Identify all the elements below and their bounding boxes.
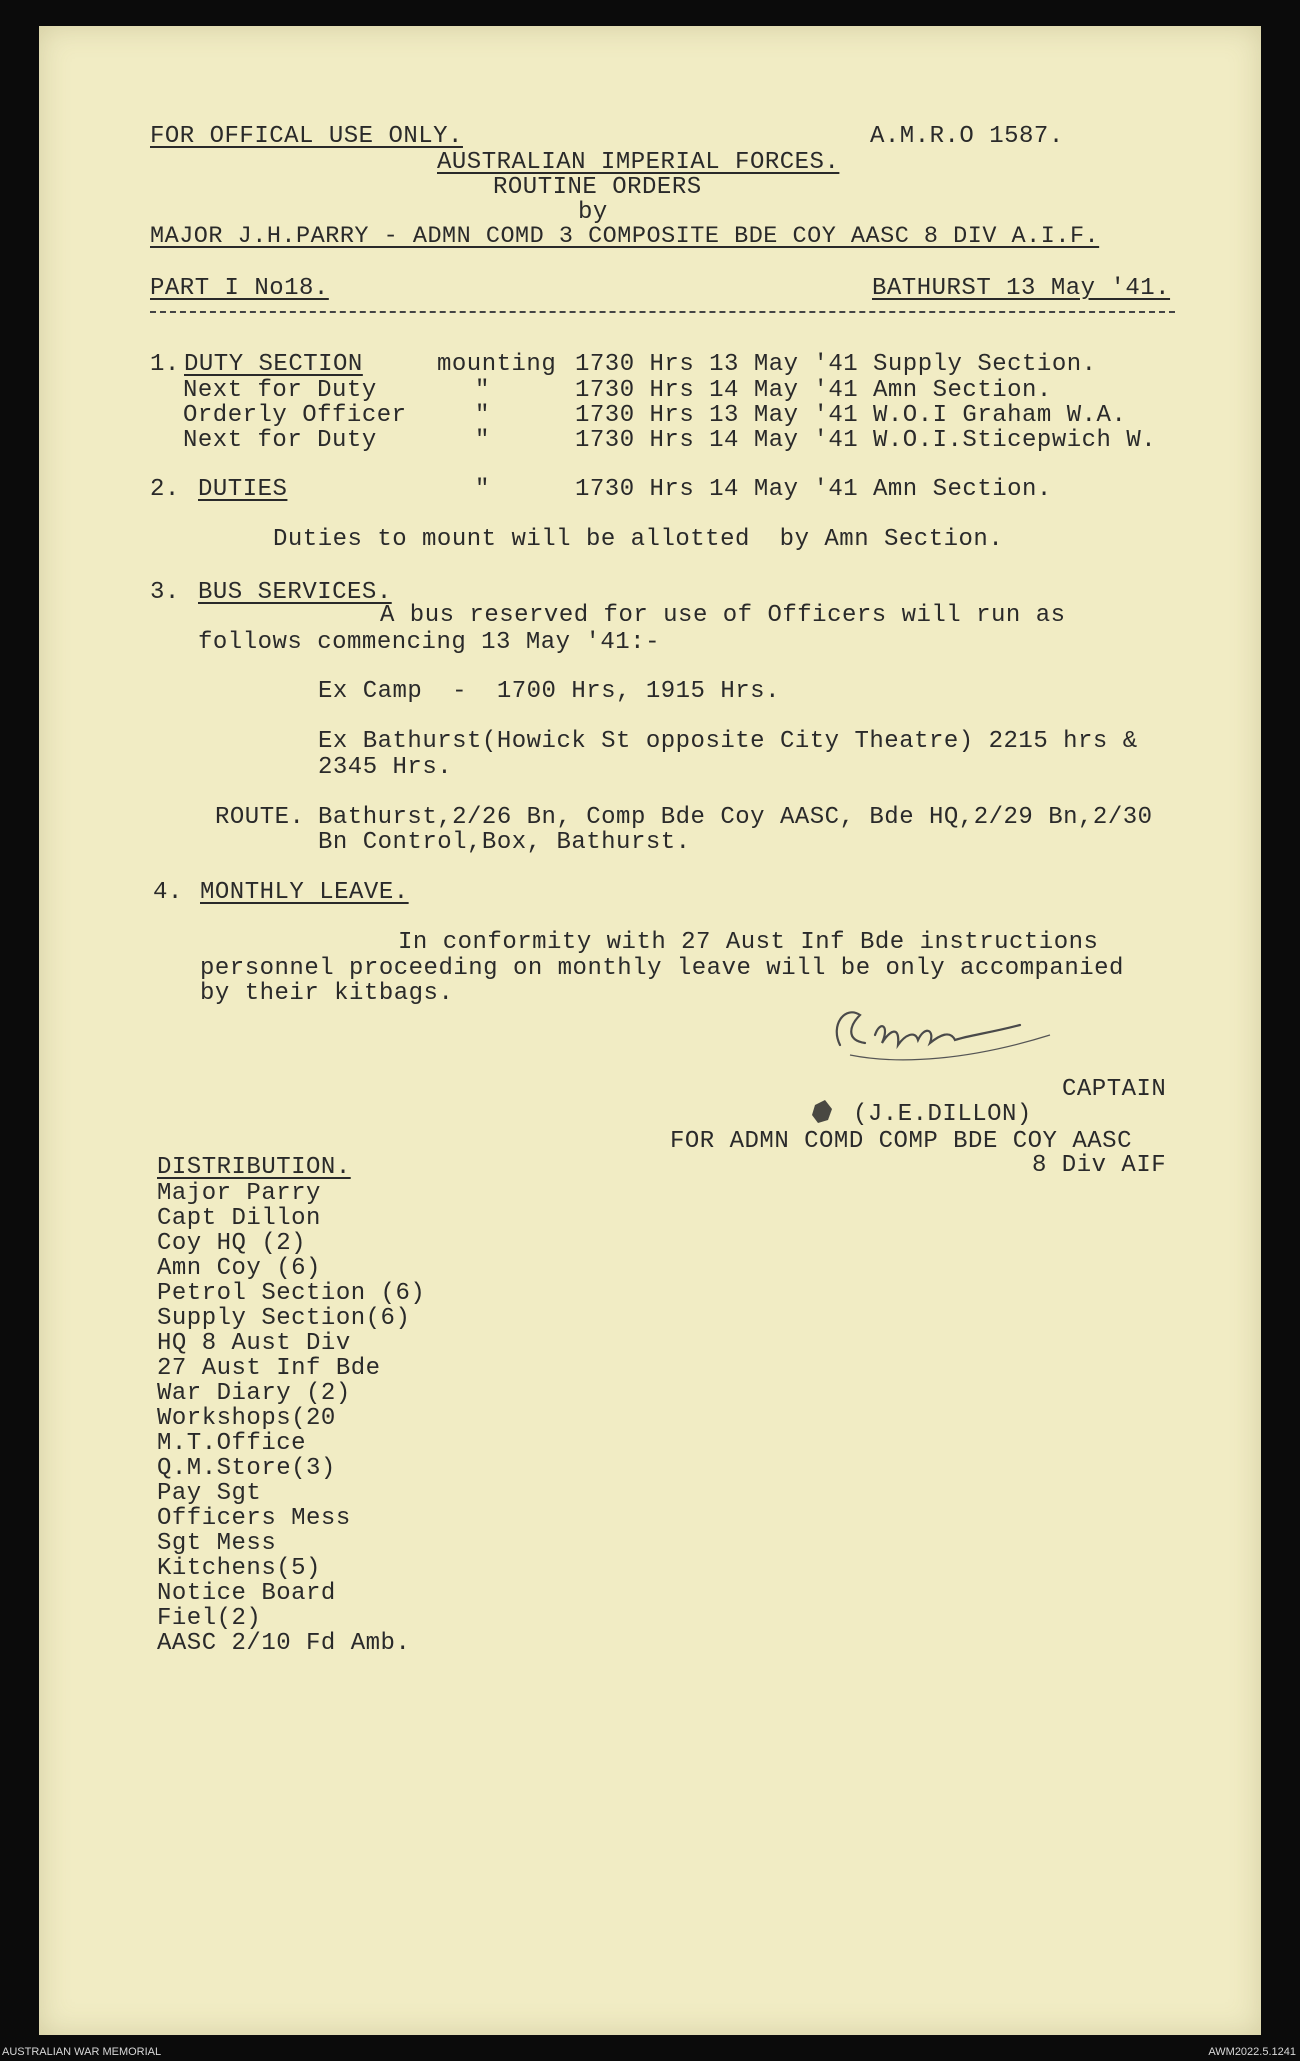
duty-time: 1730 Hrs 14 May '41 xyxy=(575,377,859,404)
distribution-item: M.T.Office xyxy=(157,1430,307,1457)
duty-label: Next for Duty xyxy=(183,377,377,404)
official-use-label: FOR OFFICAL USE ONLY. xyxy=(150,123,463,150)
part-number: PART I No18. xyxy=(150,275,329,302)
duty-assignee: Supply Section. xyxy=(873,351,1097,378)
footer-credit: AUSTRALIAN WAR MEMORIAL xyxy=(2,2046,162,2058)
distribution-item: Major Parry xyxy=(157,1180,321,1207)
distribution-item: HQ 8 Aust Div xyxy=(157,1330,351,1357)
distribution-item: Q.M.Store(3) xyxy=(157,1455,336,1482)
distribution-item: Amn Coy (6) xyxy=(157,1255,321,1282)
issuer-line: MAJOR J.H.PARRY - ADMN COMD 3 COMPOSITE BDE COY AASC 8 DIV A.I.F. xyxy=(150,223,1100,250)
item-number-2: 2. xyxy=(150,476,180,503)
distribution-item: Petrol Section (6) xyxy=(157,1280,426,1307)
duty-label: Next for Duty xyxy=(183,427,377,454)
distribution-item: War Diary (2) xyxy=(157,1380,351,1407)
duties-heading: DUTIES xyxy=(198,476,288,503)
distribution-item: Fiel(2) xyxy=(157,1605,262,1632)
duties-mark: " xyxy=(475,476,490,503)
distribution-item: Pay Sgt xyxy=(157,1480,262,1507)
duties-assignee: Amn Section. xyxy=(873,476,1052,503)
leave-paragraph-line: In conformity with 27 Aust Inf Bde instructions xyxy=(398,929,1099,956)
duties-time: 1730 Hrs 14 May '41 xyxy=(575,476,859,503)
signatory-rank: CAPTAIN xyxy=(1062,1076,1167,1103)
handwritten-signature xyxy=(820,995,1120,1075)
duties-note: Duties to mount will be allotted by Amn Section. xyxy=(273,526,1004,553)
distribution-item: Capt Dillon xyxy=(157,1205,321,1232)
duty-assignee: Amn Section. xyxy=(873,377,1052,404)
duty-assignee: W.O.I Graham W.A. xyxy=(873,402,1127,429)
distribution-heading: DISTRIBUTION. xyxy=(157,1154,351,1181)
distribution-item: Supply Section(6) xyxy=(157,1305,411,1332)
ex-camp-times: Ex Camp - 1700 Hrs, 1915 Hrs. xyxy=(318,678,780,705)
signatory-name: (J.E.DILLON) xyxy=(853,1101,1032,1128)
bus-services-heading: BUS SERVICES. xyxy=(198,579,392,606)
duty-section-heading: DUTY SECTION xyxy=(184,351,363,378)
duty-mark: " xyxy=(475,402,490,429)
orders-title: ROUTINE ORDERS xyxy=(493,174,702,201)
distribution-item: Workshops(20 xyxy=(157,1405,336,1432)
distribution-item: 27 Aust Inf Bde xyxy=(157,1355,381,1382)
duty-mark: " xyxy=(475,427,490,454)
place-date: BATHURST 13 May '41. xyxy=(872,275,1171,302)
duty-mark: mounting xyxy=(437,351,557,378)
distribution-item: Coy HQ (2) xyxy=(157,1230,307,1257)
leave-paragraph-line: by their kitbags. xyxy=(200,980,454,1007)
ex-bathurst-times: Ex Bathurst(Howick St opposite City Theatre) 2215 hrs & xyxy=(318,728,1138,755)
signatory-division: 8 Div AIF xyxy=(1032,1152,1167,1179)
bus-paragraph-line: A bus reserved for use of Officers will run as xyxy=(380,602,1066,629)
bus-paragraph-line: follows commencing 13 May '41:- xyxy=(198,629,660,656)
leave-paragraph-line: personnel proceeding on monthly leave will be only accompanied xyxy=(200,955,1124,982)
duty-mark: " xyxy=(475,377,490,404)
route-line: Bn Control,Box, Bathurst. xyxy=(318,829,691,856)
distribution-item: AASC 2/10 Fd Amb. xyxy=(157,1630,411,1657)
route-label: ROUTE. xyxy=(215,804,305,831)
item-number-4: 4. xyxy=(153,879,183,906)
duty-time: 1730 Hrs 14 May '41 xyxy=(575,427,859,454)
by-label: by xyxy=(578,199,608,226)
ex-bathurst-times: 2345 Hrs. xyxy=(318,754,453,781)
footer-accession-number: AWM2022.5.1241 xyxy=(1208,2046,1296,2058)
distribution-item: Kitchens(5) xyxy=(157,1555,321,1582)
distribution-item: Sgt Mess xyxy=(157,1530,277,1557)
duty-assignee: W.O.I.Sticepwich W. xyxy=(873,427,1157,454)
monthly-leave-heading: MONTHLY LEAVE. xyxy=(200,879,409,906)
duty-time: 1730 Hrs 13 May '41 xyxy=(575,402,859,429)
duty-label: Orderly Officer xyxy=(183,402,407,429)
force-title: AUSTRALIAN IMPERIAL FORCES. xyxy=(437,149,840,176)
separator-line xyxy=(150,311,1175,313)
distribution-item: Officers Mess xyxy=(157,1505,351,1532)
distribution-item: Notice Board xyxy=(157,1580,336,1607)
ink-blot xyxy=(800,1085,850,1135)
route-line: Bathurst,2/26 Bn, Comp Bde Coy AASC, Bde HQ,2/29 Bn,2/30 xyxy=(318,804,1153,831)
reference-number: A.M.R.O 1587. xyxy=(870,123,1064,150)
signatory-authority: FOR ADMN COMD COMP BDE COY AASC xyxy=(670,1128,1132,1155)
duty-time: 1730 Hrs 13 May '41 xyxy=(575,351,859,378)
item-number-1: 1. xyxy=(150,351,180,378)
item-number-3: 3. xyxy=(150,579,180,606)
